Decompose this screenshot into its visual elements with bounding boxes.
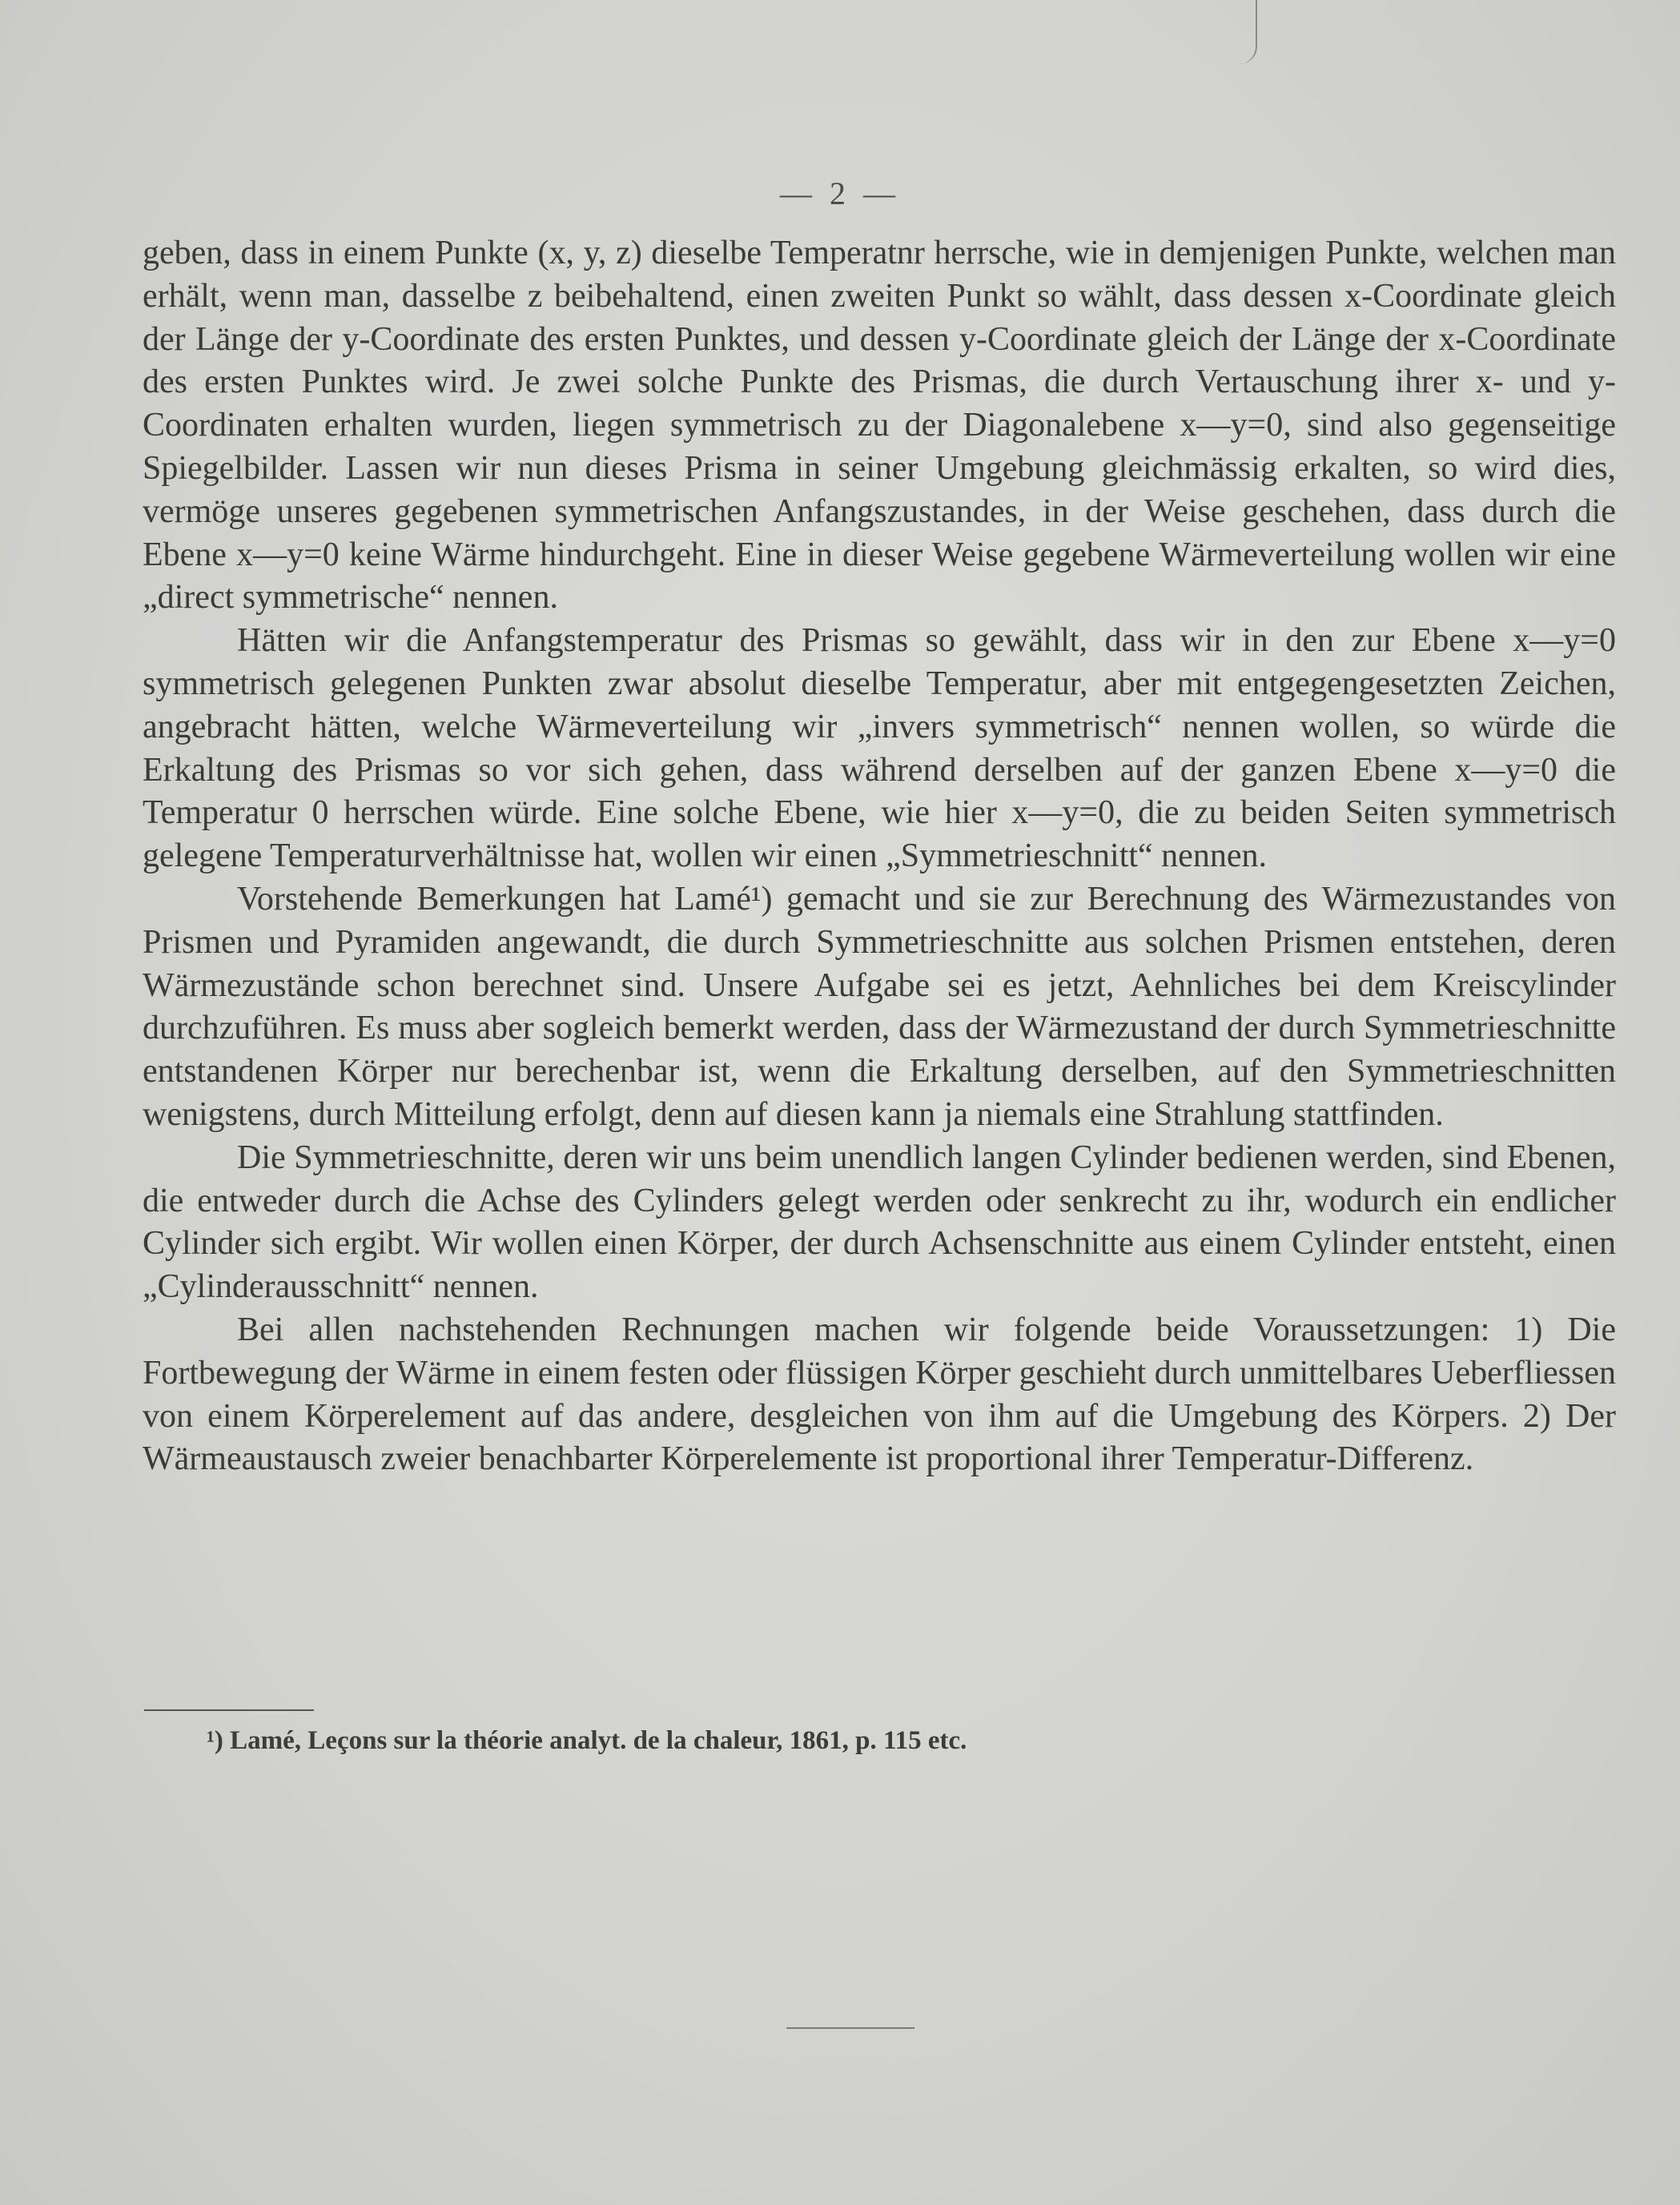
paragraph-1: geben, dass in einem Punkte (x, y, z) dieselbe Temperatnr herrsche, wie in demjenigen Punkte, welchen man erhält, wenn man, dasselbe z beibehaltend, einen zweiten Punkt so wählt, dass dessen x-Coordinate gleich der Länge der y-Coordinate des ersten Punktes, und dessen y-Coordinate gleich der Länge der x-Coordinate des ersten Punktes wird. Je zwei solche Punkte des Prismas, die durch Vertauschung ihrer x- und y-Coordinaten erhalten wurden, liegen symmetrisch zu der Diagonalebene x—y=0, sind also gegenseitige Spiegelbilder. Lassen wir nun dieses Prisma in seiner Umgebung gleichmässig erkalten, so wird dies, vermöge unseres gegebenen symmetrischen Anfangszustandes, in der Weise geschehen, dass durch die Ebene x—y=0 keine Wärme hindurchgeht. Eine in dieser Weise gegebene Wärmeverteilung wollen wir eine „direct symmetrische“ nennen.	[143, 235, 1616, 617]
paragraph-4: Die Symmetrieschnitte, deren wir uns beim unendlich langen Cylinder bedienen werden, sind Ebenen, die entweder durch die Achse des Cylinders gelegt werden oder senkrecht zu ihr, wodurch ein endlicher Cylinder sich ergibt. Wir wollen einen Körper, der durch Achsenschnitte aus einem Cylinder entsteht, einen „Cylinderausschnitt“ nennen.	[143, 1139, 1616, 1306]
paragraph-5: Bei allen nachstehenden Rechnungen machen wir folgende beide Voraussetzungen: 1) Die Fortbewegung der Wärme in einem festen oder flüssigen Körper geschieht durch unmittelbares Ueberfliessen von einem Körperelement auf das andere, desgleichen von ihm auf die Umgebung des Körpers. 2) Der Wärmeaustausch zweier benachbarter Körperelemente ist proportional ihrer Temperatur-Differenz.	[143, 1311, 1616, 1478]
footnote-separator	[144, 1709, 314, 1711]
paragraph-2: Hätten wir die Anfangstemperatur des Prismas so gewählt, dass wir in den zur Ebene x—y=0 symmetrisch gelegenen Punkten zwar absolut dieselbe Temperatur, aber mit entgegengesetzten Zeichen, angebracht hätten, welche Wärmeverteilung wir „invers symmetrisch“ nennen wollen, so würde die Erkaltung des Prismas so vor sich gehen, dass während derselben auf der ganzen Ebene x—y=0 die Temperatur 0 herrschen würde. Eine solche Ebene, wie hier x—y=0, die zu beiden Seiten symmetrisch gelegene Temperaturverhältnisse hat, wollen wir einen „Symmetrieschnitt“ nennen.	[143, 622, 1616, 875]
page-number: — 2 —	[780, 175, 900, 211]
body-text	[143, 232, 1616, 1481]
footnote-marker: ¹)	[207, 1726, 223, 1755]
end-rule	[786, 2027, 914, 2029]
stray-pencil-mark	[1240, 0, 1257, 64]
footnote-text: Lamé, Leçons sur la théorie analyt. de la chaleur, 1861, p. 115 etc.	[230, 1726, 967, 1755]
footnote	[207, 1723, 967, 1758]
paragraph-3: Vorstehende Bemerkungen hat Lamé¹) gemacht und sie zur Berechnung des Wärmezustandes von Prismen und Pyramiden angewandt, die durch Symmetrieschnitte aus solchen Prismen entstehen, deren Wärmezustände schon berechnet sind. Unsere Aufgabe sei es jetzt, Aehnliches bei dem Kreiscylinder durchzuführen. Es muss aber sogleich bemerkt werden, dass der Wärmezustand der durch Symmetrieschnitte entstandenen Körper nur berechenbar ist, wenn die Erkaltung derselben, auf den Symmetrieschnitten wenigstens, durch Mitteilung erfolgt, denn auf diesen kann ja niemals eine Strahlung stattfinden.	[143, 880, 1616, 1133]
